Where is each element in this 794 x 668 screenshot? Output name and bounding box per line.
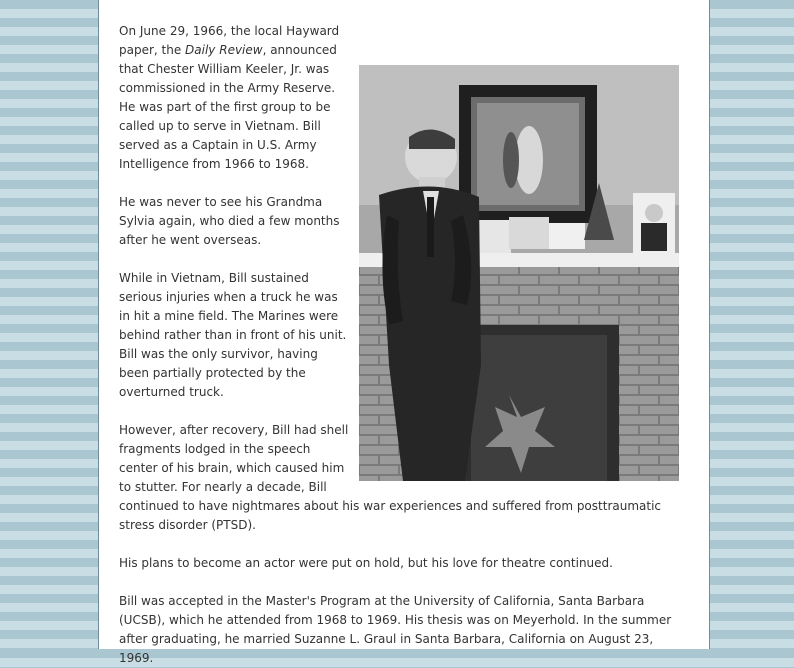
grandma-paragraph: He was never to see his Grandma Sylvia again, who died a few months after he went overseas. [119, 195, 340, 247]
recovery-paragraph: However, after recovery, Bill had shell fragments lodged in the speech center of his brain, which caused him to stutter. For nearly a decade, Bill continued to have nightmares about his war experiences and suffered from posttraumatic stress disorder (PTSD). [119, 423, 662, 532]
ucsb-paragraph: Bill was accepted in the Master's Program at the University of California, Santa Barbara (UCSB), which he attended from 1968 to 1969. His thesis was on Meyerhold. In the summer after graduating, he married Suzanne L. Graul in Santa Barbara, California on August 23, 1969. [119, 594, 672, 665]
intro-text-end: , announced that Chester William Keeler, Jr. was commissioned in the Army Reserve. He was part of the first group to be called up to serve in Vietnam. Bill served as a Captain in U.S. Army Intelligence from 1966 to 1968. [119, 43, 337, 171]
content-column [98, 0, 710, 665]
soldier-photo [359, 65, 679, 481]
theatre-paragraph: His plans to become an actor were put on hold, but his love for theatre continued. [119, 556, 613, 570]
intro-text-start: On June 29, 1966, the local Hayward paper, the [119, 24, 340, 57]
injury-paragraph: While in Vietnam, Bill sustained serious injuries when a truck he was in hit a mine field. The Marines were behind rather than in front of his unit. Bill was the only survivor, having been partially protected by the overturned truck. [119, 271, 347, 399]
newspaper-title: Daily Review [185, 43, 263, 57]
article-text [119, 22, 679, 668]
